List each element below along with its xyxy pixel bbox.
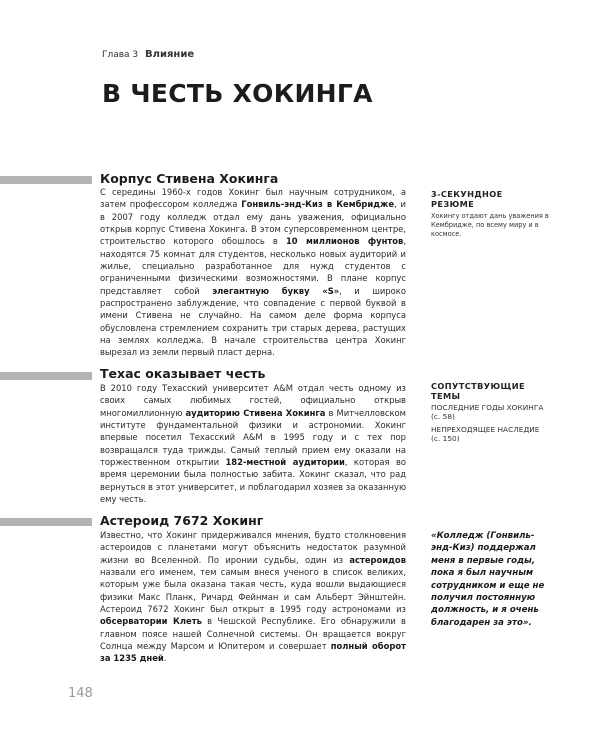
section-bar [0,518,92,526]
section-bar [0,176,92,184]
summary-text: Хокингу отдают дань уважения в Кембридже, по всему миру и в космосе. [431,212,549,238]
emphasis-text: астероидов [349,554,406,565]
emphasis-text: 182-местной аудитории [225,457,345,468]
related-heading: СОПУТСТВУЮЩИЕ ТЕМЫ [431,381,525,401]
page-title: В ЧЕСТЬ ХОКИНГА [102,79,373,108]
emphasis-text: полный оборот за 1235 дней [100,641,406,664]
chapter-label [102,49,194,60]
related-item-page: (с. 58) [431,412,455,421]
section-title: Астероид 7672 Хокинг [100,513,264,528]
emphasis-text: 10 миллионов фунтов [285,236,404,247]
section-body: Известно, что Хокинг придерживался мнения, будто столкновения астероидов с планетами могут объяснить недостаток разумной жизни во Вселенной. По иронии судьбы, один из астероидов назвали его именем, тем самым внеся ученого в список великих, которым уже была оказана такая честь, куда вошли выдающиеся физики Макс Планк, Ричард Фейнман и сам Альберт Эйнштейн. Астероид 7672 Хокинг был открыт в 1995 году астрономами из обсерватории Клеть в Чешской Республике. Его обнаружили в главном поясе нашей Солнечной системы. Он вращается вокруг Солнца между Марсом и Юпитером и совершает полный оборот за 1235 дней. [100,530,406,664]
section-body: В 2010 году Техасский университет A&M отдал честь одному из своих самых любимых гостей, официально открыв многомиллионную аудиторию Стивена Хокинга в Митчелловском институте фундаментальной физики и астрономии. Хокинг впервые посетил Техасский A&M в 1995 году и с тех пор возвращался туда трижды. Самый теплый прием ему оказали на торжественном открытии 182-местной аудитории, которая во время церемонии была полностью забита. Хокинг сказал, что рад вернуться в этот университет, и поблагодарил хозяев за оказанную ему честь. [100,383,407,505]
page-number: 148 [68,686,93,701]
emphasis-text: элегантную букву «S» [212,285,340,296]
section-title: Корпус Стивена Хокинга [100,171,279,186]
section-title: Техас оказывает честь [100,366,266,381]
related-item-page: (с. 150) [431,434,460,443]
section-body: С середины 1960-х годов Хокинг был научным сотрудником, а затем профессором колледжа Гонвиль-энд-Киз в Кембридже, и в 2007 году колледж отдал ему дань уважения, официально открыв корпус Стивена Хокинга. В этом суперсовременном центре, строительство которого обошлось в 10 миллионов фунтов, находятся 75 комнат для студентов, несколько новых аудиторий и жилье, специально разработанное для нужд студентов с ограниченными физическими возможностями. В плане корпус представляет собой элегантную букву «S», и широко распространено заблуждение, что совпадение с первой буквой в имени Стивена не случайно. На самом деле форма корпуса обусловлена стремлением сохранить три старых дерева, растущих на землях колледжа. В начале строительства центра Хокинг вырезал из земли первый пласт дерна. [100,187,407,358]
chapter-number: Глава 3 [102,50,139,60]
summary-heading: 3-СЕКУНДНОЕ РЕЗЮМЕ [431,189,503,209]
related-list [431,403,551,443]
pull-quote: «Колледж (Гонвиль-энд-Киз) поддержал меня в первые годы, пока я был научным сотрудником и еще не получил постоянную должность, и я очень благодарен за это». [431,531,545,628]
emphasis-text: обсерватории Клеть [100,616,202,627]
related-item[interactable] [431,425,551,443]
emphasis-text: Гонвиль-энд-Киз в Кембридже [241,199,395,210]
chapter-name: Влияние [145,49,195,60]
related-item-label: ПОСЛЕДНИЕ ГОДЫ ХОКИНГА [431,403,544,412]
section-bar [0,372,92,380]
emphasis-text: аудиторию Стивена Хокинга [185,407,326,418]
related-item[interactable] [431,403,551,421]
related-item-label: НЕПРЕХОДЯЩЕЕ НАСЛЕДИЕ [431,425,540,434]
